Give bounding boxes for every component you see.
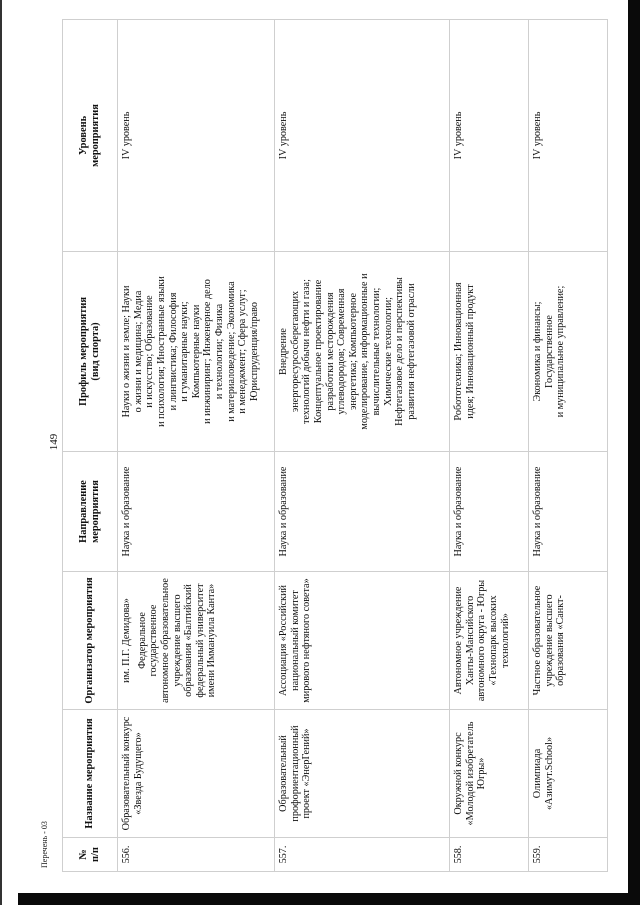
footer-text: Перечень - 03 xyxy=(40,821,49,868)
row-direction: Наука и образование xyxy=(529,452,608,572)
scan-edge-right xyxy=(628,0,640,905)
row-event-name: Окружной конкурс «Молодой изобретатель Югры» xyxy=(450,710,529,838)
row-profile: Внедрение энергоресурсосберегающих технологий добычи нефти и газа; Концептуальное проектирование разработки месторождения углеводородов; Современная энергетика; Компьютерное моделирование, информационные и вычислительные технологии; Химические технологии; Нефтегазовое дело и перспективы развития нефтегазовой отрасли xyxy=(275,252,450,452)
row-organizer: Частное образовательное учреждение высшего образования «Санкт- xyxy=(529,572,608,710)
row-direction: Наука и образование xyxy=(118,452,275,572)
row-level: IV уровень xyxy=(275,20,450,252)
row-organizer: Федеральное государственное автономное образовательное учреждение высшего образования «Балтийский федеральный университет имени Иммануила Канта» xyxy=(136,578,218,703)
header-level: Уровень мероприятия xyxy=(63,20,118,252)
row-num: 556. xyxy=(118,838,275,872)
row-organizer-cell xyxy=(118,572,275,710)
row-num: 559. xyxy=(529,838,608,872)
row-num: 557. xyxy=(275,838,450,872)
header-num: № п/п xyxy=(63,838,118,872)
row-profile: Экономика и финансы; Государственное и муниципальное управление; xyxy=(529,252,608,452)
row-organizer: Автономное учреждение Ханты-Мансийского автономного округа - Югры «Технопарк высоких технологий» xyxy=(450,572,529,710)
row-direction: Наука и образование xyxy=(450,452,529,572)
header-organizer: Организатор мероприятия xyxy=(63,572,118,710)
table-header-row xyxy=(63,20,118,872)
table-row xyxy=(450,20,529,872)
rotated-sheet xyxy=(48,20,578,872)
row-profile: Науки о жизни и земле; Науки о жизни и медицина; Медиа и искусство; Образование и психология; Иностранные языки и лингвистика; Философия и гуманитарные науки; Компьютерные науки и инжиниринг; Инженерное дело и технологии; Физика и материаловедение; Экономика и менеджмент; Сфера услуг; Юриспруденция/право xyxy=(118,252,275,452)
row-organizer: Ассоциация «Российский национальный комитет мирового нефтяного совета» xyxy=(275,572,450,710)
row-event-name: Образовательный профориентационный проект «ЭнерГений» xyxy=(275,710,450,838)
table-row xyxy=(529,20,608,872)
row-level: IV уровень xyxy=(450,20,529,252)
table-row xyxy=(275,20,450,872)
continuation-text: им. П.Г. Демидова» xyxy=(121,598,132,683)
header-profile: Профиль мероприятия (вид спорта) xyxy=(63,252,118,452)
scan-edge-bottom xyxy=(18,893,640,905)
scan-edge-left xyxy=(0,0,2,905)
header-event-name: Название мероприятия xyxy=(63,710,118,838)
page-number: 149 xyxy=(48,433,60,451)
table-row xyxy=(118,20,275,872)
events-table xyxy=(62,19,608,872)
row-level: IV уровень xyxy=(118,20,275,252)
row-num: 558. xyxy=(450,838,529,872)
row-event-name: Образовательный конкурс «Звезда Будущего» xyxy=(118,710,275,838)
row-event-name: Олимпиада «Азимут.School» xyxy=(529,710,608,838)
footer-label xyxy=(40,821,49,868)
row-level: IV уровень xyxy=(529,20,608,252)
row-direction: Наука и образование xyxy=(275,452,450,572)
row-profile: Робототехника; Инновационная идея; Инновационный продукт xyxy=(450,252,529,452)
header-direction: Направление мероприятия xyxy=(63,452,118,572)
